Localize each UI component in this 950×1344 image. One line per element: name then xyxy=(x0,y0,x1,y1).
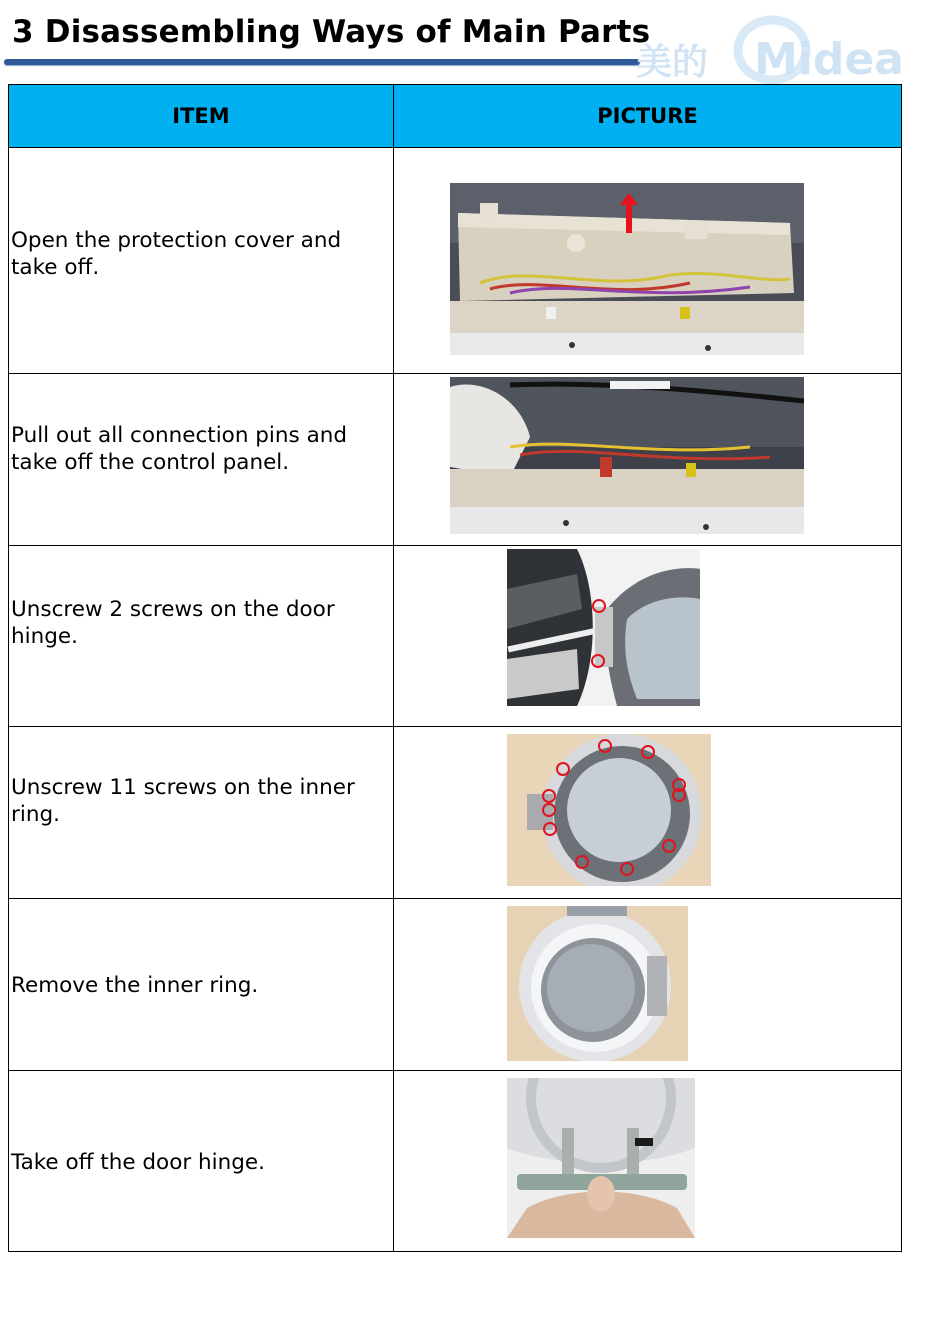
item-cell xyxy=(9,899,394,1071)
column-header-item: ITEM xyxy=(9,85,394,148)
table-header-row xyxy=(9,85,902,148)
door-hinge-removed-photo xyxy=(507,1078,695,1238)
disassembly-table xyxy=(8,84,902,1252)
item-cell xyxy=(9,727,394,899)
table-row xyxy=(9,148,902,374)
inner-ring-screws-photo xyxy=(507,734,711,886)
table-row xyxy=(9,1071,902,1252)
item-text: Take off the door hinge. xyxy=(11,1149,265,1175)
item-text: Unscrew 11 screws on the inner ring. xyxy=(11,774,355,827)
control-panel-photo xyxy=(450,377,804,534)
item-text: Remove the inner ring. xyxy=(11,973,259,998)
item-cell xyxy=(9,546,394,727)
table-row xyxy=(9,546,902,727)
page-title: 3 Disassembling Ways of Main Parts xyxy=(12,14,651,50)
item-cell xyxy=(9,148,394,374)
picture-cell xyxy=(394,1071,902,1252)
watermark-chinese: 美的 xyxy=(636,42,709,83)
title-underline xyxy=(4,59,640,65)
item-text: Pull out all connection pins and take off the control panel. xyxy=(11,422,348,475)
item-text: Open the protection cover and take off. xyxy=(11,227,342,280)
inner-ring-removed-photo xyxy=(507,906,688,1061)
door-hinge-screws-photo xyxy=(507,549,700,706)
watermark-english: Midea xyxy=(754,34,904,85)
picture-cell xyxy=(394,727,902,899)
table-row xyxy=(9,727,902,899)
picture-cell xyxy=(394,899,902,1071)
column-header-picture: PICTURE xyxy=(394,85,902,148)
table-row xyxy=(9,374,902,546)
item-cell xyxy=(9,1071,394,1252)
item-text: Unscrew 2 screws on the door hinge. xyxy=(11,597,335,649)
picture-cell xyxy=(394,546,902,727)
picture-cell xyxy=(394,374,902,546)
picture-cell xyxy=(394,148,902,374)
midea-watermark xyxy=(636,12,936,84)
item-cell xyxy=(9,374,394,546)
protection-cover-photo xyxy=(450,183,804,355)
table-row xyxy=(9,899,902,1071)
